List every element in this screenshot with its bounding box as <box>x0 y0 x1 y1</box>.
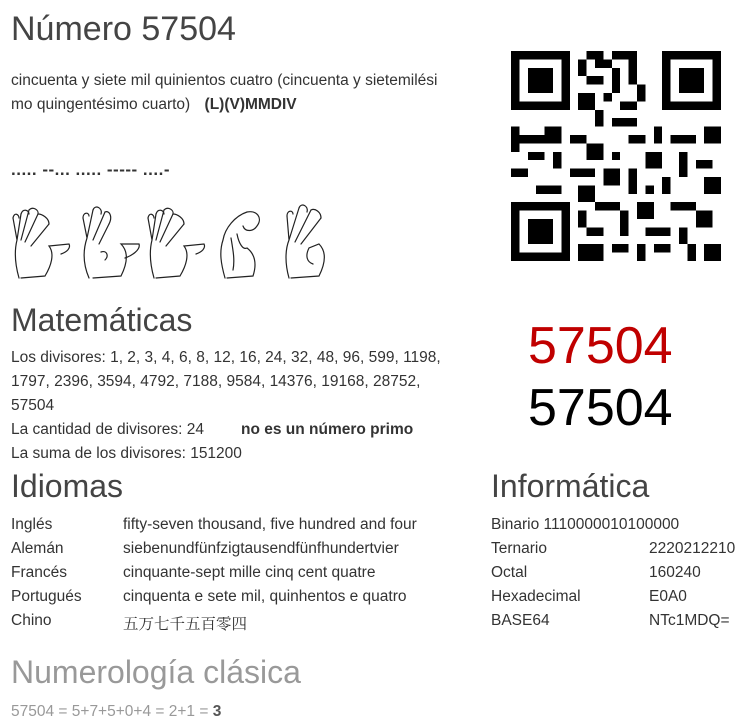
language-value-french: cinquante-sept mille cinq cent quatre <box>123 564 376 581</box>
words-line-2 <box>11 93 297 117</box>
base64-value: NTc1MDQ= <box>649 612 730 629</box>
binary-value: Binario 1110000010100000 <box>491 516 680 533</box>
language-value-english: fifty-seven thousand, five hundred and four <box>123 516 417 533</box>
ternary-value: 2220212210 <box>649 540 736 557</box>
divisors-line-2: 1797, 2396, 3594, 4792, 7188, 9584, 14376, 19168, 28752, <box>11 373 421 390</box>
words-line-1: cincuenta y siete mil quinientos cuatro (cincuenta y sietemilési <box>11 72 438 89</box>
number-display-red: 57504 <box>528 317 673 375</box>
number-display-black: 57504 <box>528 379 673 437</box>
hand-five-icon <box>148 208 205 278</box>
numerology-heading: Numerología clásica <box>11 654 301 690</box>
hexadecimal-value: E0A0 <box>649 588 687 605</box>
informatics-heading: Informática <box>491 468 650 504</box>
ternary-label: Ternario <box>491 540 547 557</box>
hand-four-icon <box>286 205 324 278</box>
base64-label: BASE64 <box>491 612 550 629</box>
language-label-german: Alemán <box>11 540 64 557</box>
language-value-portuguese: cinquenta e sete mil, quinhentos e quatro <box>123 588 407 605</box>
qr-code-image <box>511 51 721 261</box>
octal-value: 160240 <box>649 564 701 581</box>
octal-label: Octal <box>491 564 528 581</box>
language-value-chinese: 五万七千五百零四 <box>123 616 248 633</box>
roman-numeral: (L)(V)MMDIV <box>204 96 297 113</box>
language-label-chinese: Chino <box>11 612 52 629</box>
sign-language-hands <box>11 204 341 280</box>
languages-heading: Idiomas <box>11 468 124 504</box>
hexadecimal-label: Hexadecimal <box>491 588 581 605</box>
hand-five-icon <box>13 208 70 278</box>
numerology-formula <box>11 703 221 721</box>
language-label-french: Francés <box>11 564 67 581</box>
page-title: Número 57504 <box>11 10 236 48</box>
hand-zero-icon <box>221 212 260 278</box>
hand-seven-icon <box>83 207 139 278</box>
prime-status: no es un número primo <box>241 421 414 438</box>
math-heading: Matemáticas <box>11 302 193 338</box>
language-label-english: Inglés <box>11 516 53 533</box>
numerology-formula-text: 57504 = 5+7+5+0+4 = 2+1 = <box>11 703 213 720</box>
divisors-line-1: Los divisores: 1, 2, 3, 4, 6, 8, 12, 16, 24, 32, 48, 96, 599, 1198, <box>11 349 441 366</box>
divisor-count: La cantidad de divisores: 24 <box>11 421 205 438</box>
divisor-sum: La suma de los divisores: 151200 <box>11 445 242 462</box>
morse-code: ..... --... ..... ----- ....- <box>11 160 170 179</box>
language-label-portuguese: Portugués <box>11 588 82 605</box>
divisors-line-3: 57504 <box>11 397 55 414</box>
numerology-result: 3 <box>212 703 222 720</box>
words-line-2-text: mo quingentésimo cuarto) <box>11 96 191 113</box>
language-value-german: siebenundfünfzigtausendfünfhundertvier <box>123 540 399 557</box>
